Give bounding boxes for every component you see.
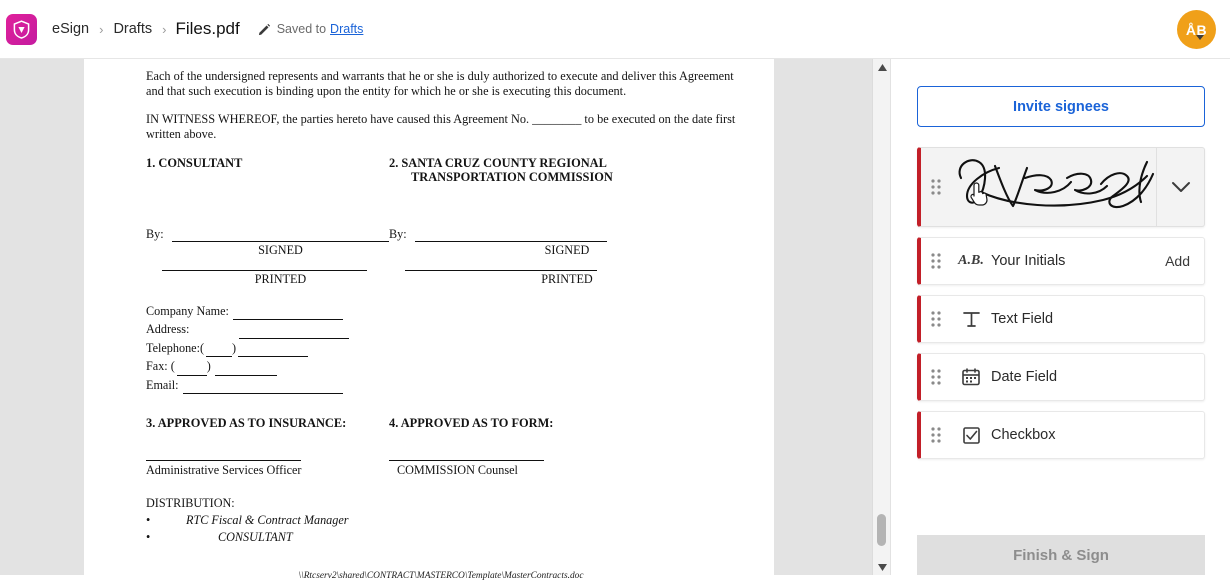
scroll-down-arrow-icon[interactable] [873, 559, 891, 575]
printed-line-1 [162, 258, 367, 271]
saved-to-drafts-link[interactable]: Drafts [330, 22, 364, 36]
drag-handle-icon[interactable] [921, 369, 951, 385]
drag-handle-icon[interactable] [921, 253, 951, 269]
approve-form-line [389, 431, 544, 461]
signature-lines-row [146, 199, 736, 287]
drag-handle-icon[interactable] [921, 179, 951, 195]
field-line [239, 326, 349, 339]
initials-icon-text: A.B. [958, 253, 984, 268]
field-line [177, 363, 207, 376]
document-footer-path: \\Rtcserv2\shared\CONTRACT\MASTERCO\Template\MasterContracts.doc [298, 571, 584, 581]
signature-line-1 [172, 228, 389, 242]
breadcrumb [51, 19, 240, 39]
bullet-icon: • [146, 513, 151, 528]
party2-heading-line1: 2. SANTA CRUZ COUNTY REGIONAL [389, 156, 607, 170]
text-field-icon [951, 310, 991, 329]
initials-icon [951, 253, 991, 269]
pencil-icon [258, 23, 271, 36]
by-label-1: By: [146, 226, 164, 241]
initials-add-button[interactable]: Add [1165, 253, 1190, 269]
tool-date-field[interactable] [917, 353, 1205, 401]
contact-fields [146, 302, 736, 395]
by-label-2: By: [389, 226, 407, 241]
saved-status [258, 22, 364, 36]
breadcrumb-item-esign[interactable]: eSign [52, 21, 90, 37]
scrollbar-thumb[interactable] [877, 514, 886, 546]
approvals-row [146, 416, 736, 478]
invite-signees-button[interactable] [917, 86, 1205, 127]
tool-signature[interactable] [917, 147, 1205, 227]
approve-form-name: COMMISSION Counsel [397, 463, 518, 478]
distribution-item-label: RTC Fiscal & Contract Manager [186, 513, 349, 528]
pdf-page [84, 59, 774, 581]
invite-signees-label: Invite signees [1013, 98, 1109, 115]
tool-your-initials[interactable] [917, 237, 1205, 285]
esign-shield-logo[interactable] [6, 14, 37, 45]
printed-label-1: PRINTED [254, 271, 307, 286]
signed-label-1: SIGNED [258, 242, 303, 257]
tool-label-date-field: Date Field [991, 369, 1058, 385]
signed-label-2: SIGNED [544, 242, 590, 257]
printed-label-2: PRINTED [541, 271, 593, 286]
field-line [215, 363, 277, 376]
field-telephone [146, 339, 736, 358]
distribution-title: DISTRIBUTION: [146, 496, 235, 511]
finish-and-sign-label: Finish & Sign [1013, 546, 1109, 564]
scroll-up-arrow-icon[interactable] [873, 59, 891, 75]
field-line [233, 307, 343, 320]
distribution-item-label: CONSULTANT [218, 530, 293, 545]
tool-list [917, 147, 1205, 469]
signature-headings-row [146, 156, 736, 185]
field-line [183, 381, 343, 394]
tool-label-initials: Your Initials [991, 253, 1066, 269]
field-label: Company Name: [146, 303, 229, 318]
avatar[interactable] [1177, 10, 1216, 49]
approve-insurance-line [146, 431, 301, 461]
distribution-item [146, 530, 736, 545]
tool-checkbox[interactable] [917, 411, 1205, 459]
field-label-paren: ) [232, 340, 237, 355]
doc-paragraph-1: Each of the undersigned represents and warrants that he or she is duly authorized to execute and deliver this Agreement and that such execution is binding upon the entity for which he or she is executing this document. [146, 69, 734, 98]
signature-preview[interactable] [951, 148, 1156, 226]
party1-heading: 1. CONSULTANT [146, 156, 243, 170]
breadcrumb-item-current-file: Files.pdf [175, 19, 240, 38]
field-company-name [146, 302, 736, 321]
finish-and-sign-button[interactable] [917, 535, 1205, 575]
document-viewer[interactable] [0, 59, 890, 581]
bullet-icon: • [146, 530, 151, 545]
party2-heading-line2: TRANSPORTATION COMMISSION [411, 170, 613, 185]
field-label: Address: [146, 322, 190, 337]
tool-text-field[interactable] [917, 295, 1205, 343]
document-scrollbar[interactable] [872, 59, 890, 575]
field-fax [146, 357, 736, 376]
field-label: Telephone:( [146, 340, 205, 355]
saved-text: Saved to [276, 22, 327, 36]
breadcrumb-item-drafts[interactable]: Drafts [113, 21, 153, 37]
field-email [146, 376, 736, 395]
drag-handle-icon[interactable] [921, 311, 951, 327]
distribution-item [146, 513, 736, 528]
avatar-initials: ÅB [1185, 21, 1208, 38]
breadcrumb-separator: › [162, 21, 167, 37]
field-address [146, 320, 736, 339]
doc-paragraph-2: IN WITNESS WHEREOF, the parties hereto have caused this Agreement No. ________ to be executed on the date first written above. [146, 112, 736, 141]
field-line [238, 344, 308, 357]
field-label-paren: ) [206, 359, 211, 374]
field-label: Email: [146, 377, 179, 392]
checkbox-icon [951, 426, 991, 445]
drag-handle-icon[interactable] [921, 427, 951, 443]
tool-label-text-field: Text Field [991, 311, 1054, 327]
calendar-icon [951, 367, 991, 387]
approve-form-heading: 4. APPROVED AS TO FORM: [389, 416, 554, 431]
breadcrumb-separator: › [99, 21, 104, 37]
field-label: Fax: ( [146, 359, 175, 374]
top-bar [0, 0, 1230, 59]
approve-insurance-heading: 3. APPROVED AS TO INSURANCE: [146, 416, 347, 431]
distribution-block [146, 496, 736, 545]
avatar-caret-icon[interactable] [1196, 35, 1204, 40]
printed-line-2 [405, 258, 597, 271]
signature-line-2 [415, 228, 607, 242]
right-panel [890, 59, 1230, 575]
approve-insurance-name: Administrative Services Officer [146, 463, 302, 478]
tool-label-checkbox: Checkbox [991, 427, 1056, 443]
field-line [206, 344, 232, 357]
